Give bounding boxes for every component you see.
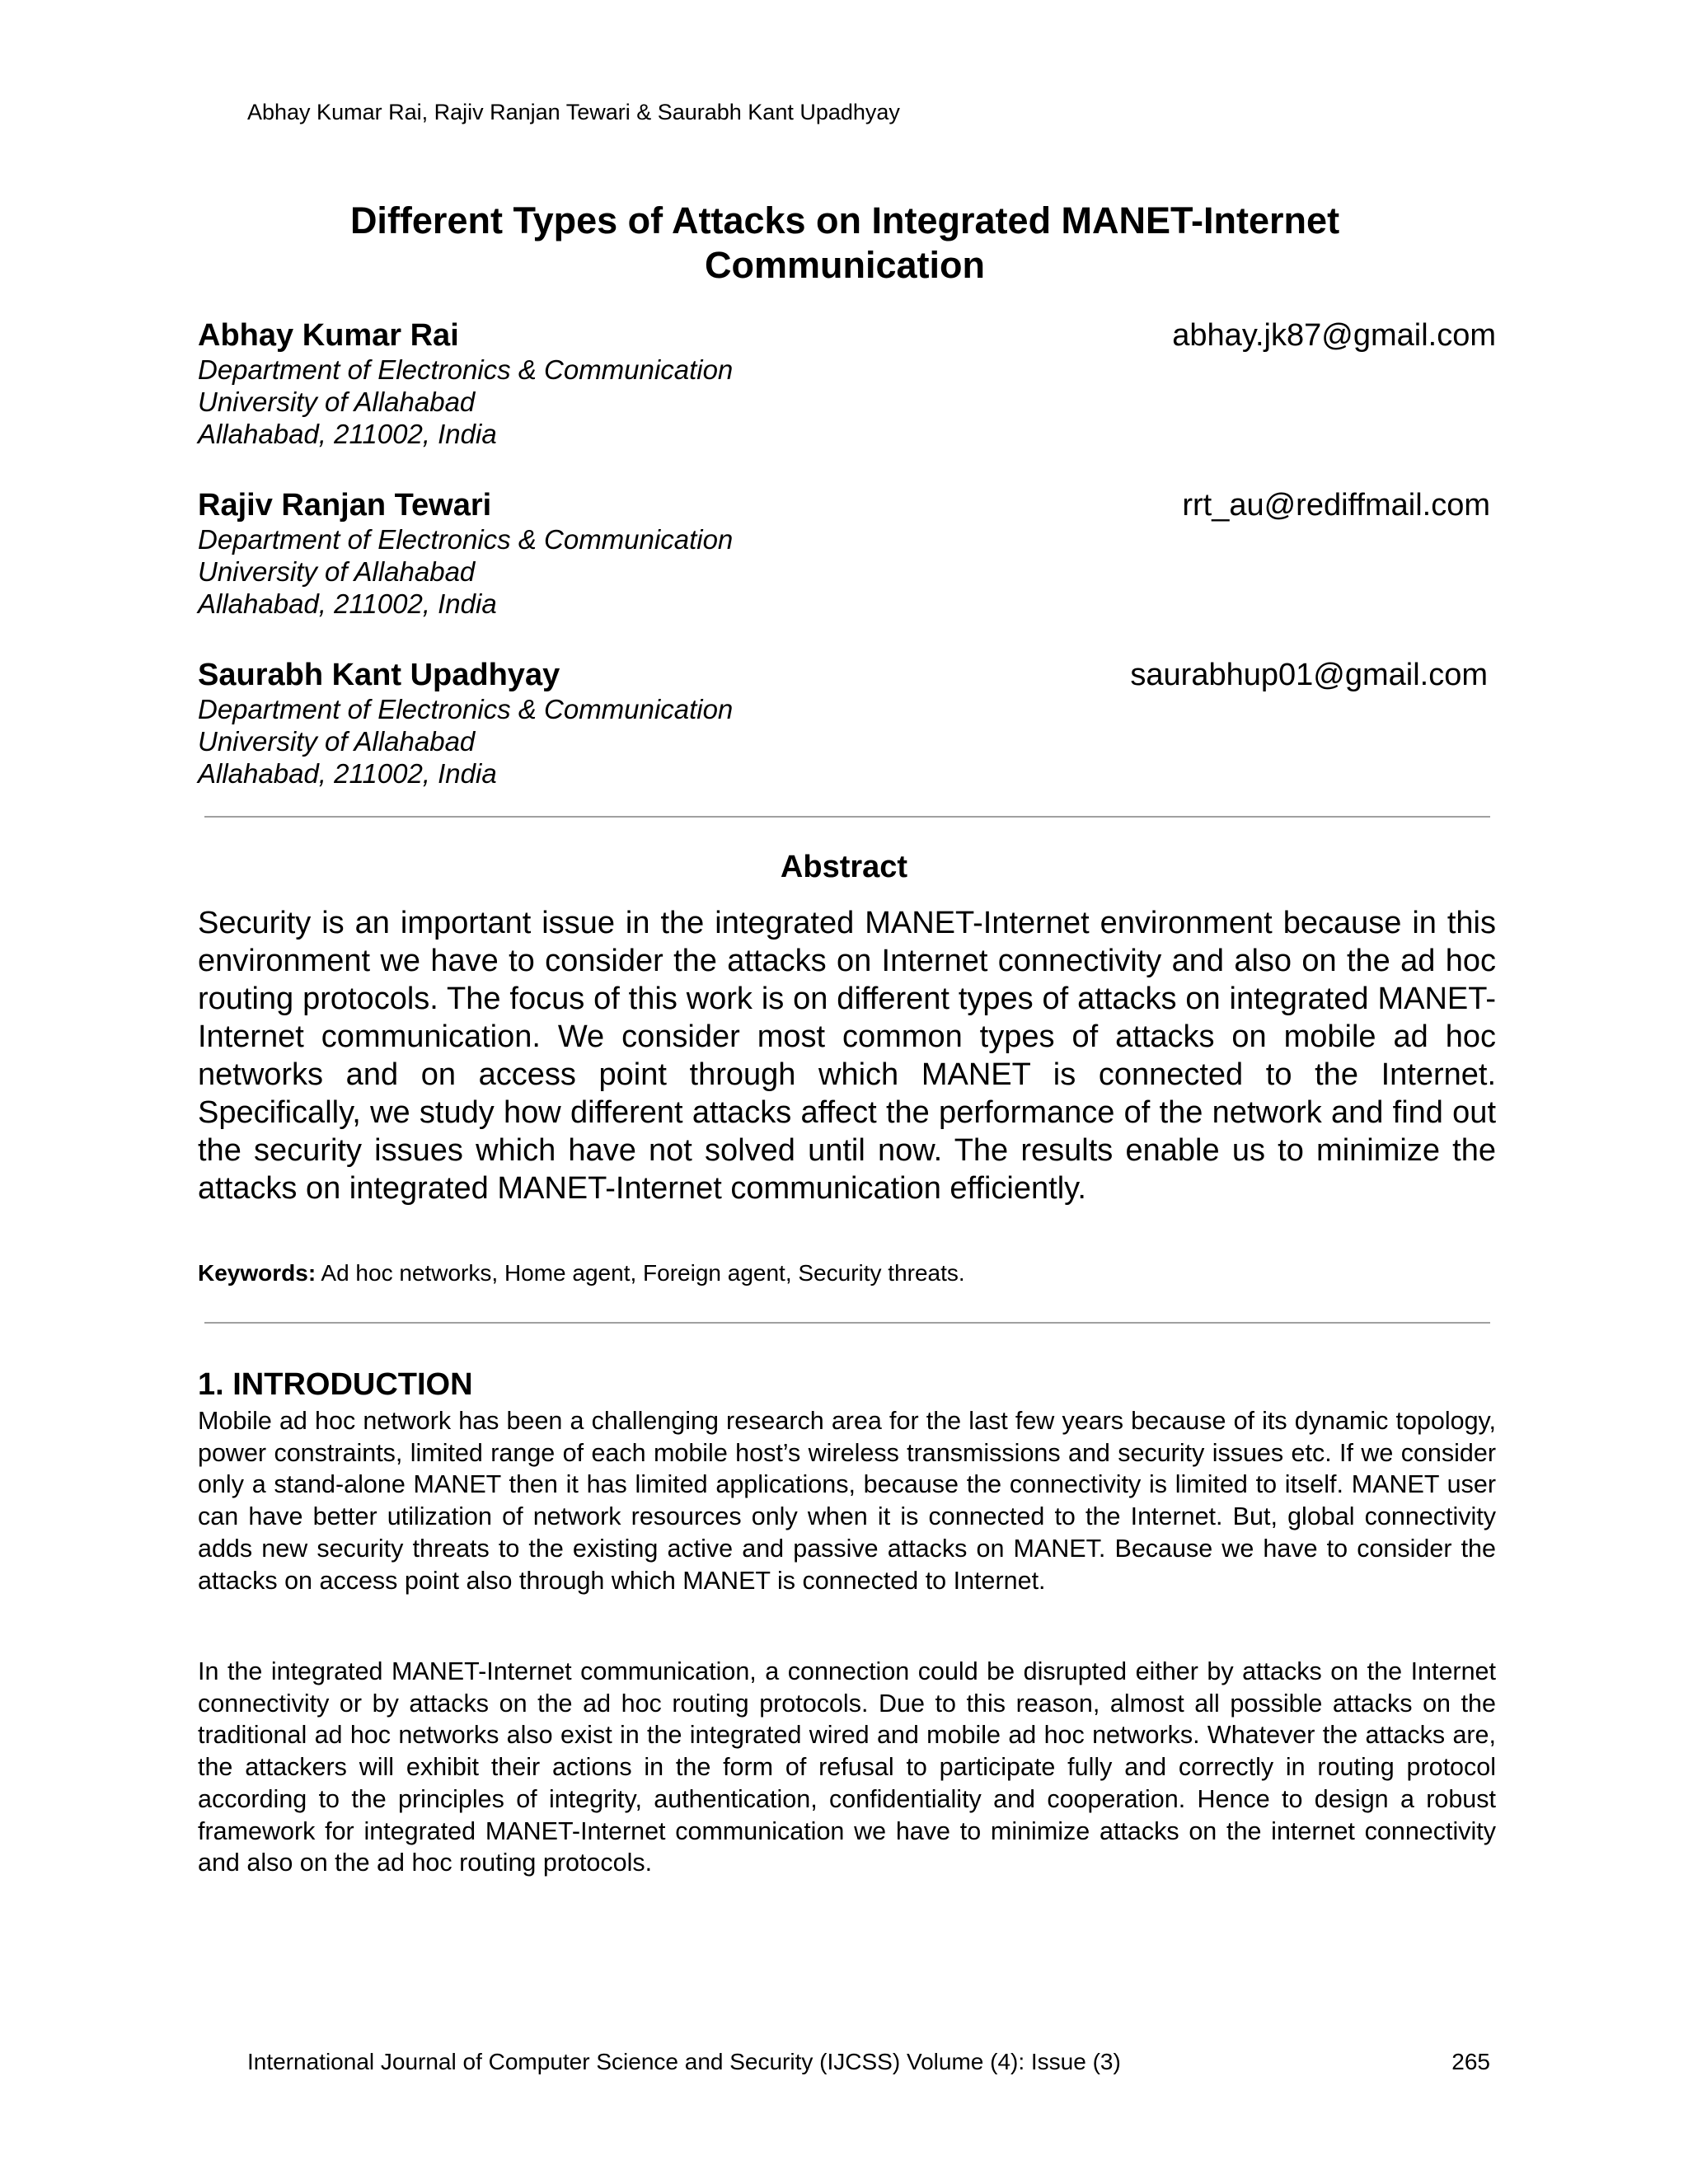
abstract-heading: Abstract (780, 850, 908, 884)
author-university: University of Allahabad (198, 387, 476, 417)
keywords-text: Ad hoc networks, Home agent, Foreign agent, Security threats. (316, 1260, 965, 1286)
author-block-1 (198, 317, 1496, 450)
author-block-3 (198, 657, 1496, 790)
divider-rule (204, 1322, 1490, 1324)
author-name: Saurabh Kant Upadhyay (198, 658, 560, 692)
intro-paragraph-1: Mobile ad hoc network has been a challenging research area for the last few years because of its dynamic topology, power constraints, limited range of each mobile host’s wireless transmissions and security issues etc. If we consider only a stand-alone MANET then it has limited applications, because the connectivity is limited to itself. MANET user can have better utilization of network resources only when it is connected to the Internet. But, global connectivity adds new security threats to the existing active and passive attacks on MANET. Because we have to consider the attacks on access point also through which MANET is connected to Internet. (198, 1407, 1496, 1595)
author-department: Department of Electronics & Communication (198, 354, 734, 385)
author-department: Department of Electronics & Communication (198, 694, 734, 724)
journal-footer: International Journal of Computer Science and Security (IJCSS) Volume (4): Issue (3) (247, 2049, 1121, 2074)
paper-title-line-2: Communication (704, 244, 985, 286)
author-name: Abhay Kumar Rai (198, 318, 459, 353)
author-university: University of Allahabad (198, 726, 476, 757)
author-address: Allahabad, 211002, India (198, 758, 497, 789)
author-name: Rajiv Ranjan Tewari (198, 488, 492, 523)
abstract-text: Security is an important issue in the integrated MANET-Internet environment because in this environment we have to consider the attacks on Internet connectivity and also on the ad hoc routing protocols. The focus of this work is on different types of attacks on integrated MANET-Internet communication. We consider most common types of attacks on mobile ad hoc networks and on access point through which MANET is connected to the Internet. Specifically, we study how different attacks affect the performance of the network and find out the security issues which have not solved until now. The results enable us to minimize the attacks on integrated MANET-Internet communication efficiently. (198, 906, 1496, 1206)
author-email[interactable]: saurabhup01@gmail.com (1130, 658, 1488, 692)
page-number: 265 (1451, 2049, 1490, 2074)
paper-title-line-1: Different Types of Attacks on Integrated MANET-Internet (349, 199, 1340, 241)
running-head: Abhay Kumar Rai, Rajiv Ranjan Tewari & Saurabh Kant Upadhyay (247, 100, 900, 124)
intro-paragraph-2: In the integrated MANET-Internet communication, a connection could be disrupted either by attacks on the Internet connectivity or by attacks on the ad hoc routing protocols. Due to this reason, almost all possible attacks on the traditional ad hoc networks also exist in the integrated wired and mobile ad hoc networks. Whatever the attacks are, the attackers will exhibit their actions in the form of refusal to participate fully and correctly in routing protocol according to the principles of integrity, authentication, confidentiality and cooperation. Hence to design a robust framework for integrated MANET-Internet communication we have to minimize attacks on the internet connectivity and also on the ad hoc routing protocols. (198, 1657, 1496, 1877)
author-address: Allahabad, 211002, India (198, 588, 497, 619)
author-department: Department of Electronics & Communication (198, 524, 734, 555)
keywords-line (198, 1259, 1496, 1287)
author-block-2 (198, 487, 1496, 620)
keywords-label: Keywords: (198, 1260, 316, 1286)
author-address: Allahabad, 211002, India (198, 419, 497, 449)
author-email[interactable]: abhay.jk87@gmail.com (1172, 318, 1496, 353)
divider-rule (204, 816, 1490, 818)
section-heading-introduction: 1. INTRODUCTION (198, 1367, 473, 1402)
author-university: University of Allahabad (198, 556, 476, 587)
paper-title (165, 199, 1525, 288)
author-email[interactable]: rrt_au@rediffmail.com (1182, 488, 1490, 523)
